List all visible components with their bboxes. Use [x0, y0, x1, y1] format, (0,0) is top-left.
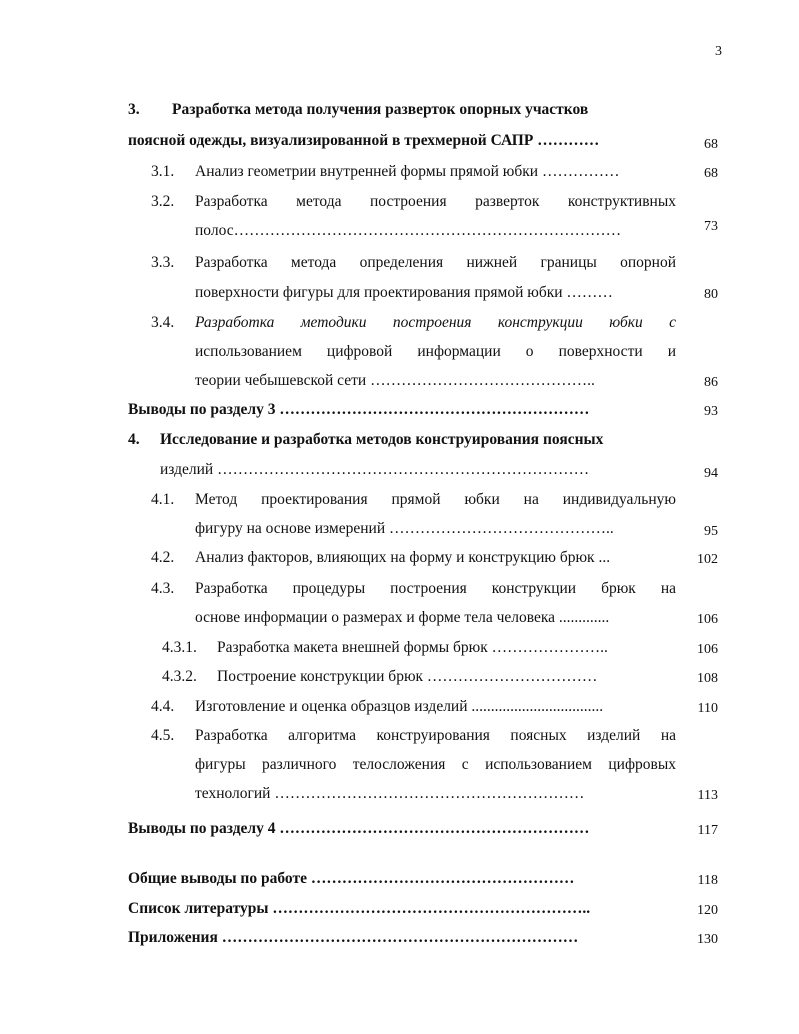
- toc-title-line: поясной одежды, визуализированной в трехмерной САПР …………: [128, 132, 600, 149]
- toc-title-line: Построение конструкции брюк ……………………………: [217, 668, 598, 685]
- page-number: 3: [715, 44, 722, 59]
- toc-page: 95: [704, 524, 718, 539]
- toc-number: 3.: [128, 101, 140, 118]
- toc-page: 108: [697, 671, 718, 686]
- toc-number: 4.3.1.: [162, 639, 197, 656]
- toc-title-line: использованием цифровой информации о поверхности и: [195, 343, 676, 360]
- toc-title-line: фигуру на основе измерений ……………………………………..: [195, 520, 614, 537]
- toc-title-line: Исследование и разработка методов конструирования поясных: [160, 431, 604, 448]
- toc-title-line: изделий ………………………………………………………………: [160, 461, 590, 478]
- toc-page: 106: [697, 612, 718, 627]
- toc-title-line: Разработка метода построения разверток конструктивных: [195, 193, 676, 210]
- toc-number: 3.2.: [151, 193, 175, 210]
- toc-title-line: Анализ факторов, влияющих на форму и конструкцию брюк ...: [195, 549, 611, 566]
- toc-page: 113: [697, 788, 718, 803]
- toc-number: 4.3.2.: [162, 668, 197, 685]
- toc-page: 106: [697, 642, 718, 657]
- toc-title-line: Разработка метода определения нижней границы опорной: [195, 254, 676, 271]
- toc-number: 3.3.: [151, 254, 175, 271]
- toc-page: 120: [697, 903, 718, 918]
- toc-title-line: Разработка методики построения конструкции юбки с: [195, 314, 676, 331]
- toc-title-line: Разработка алгоритма конструирования поясных изделий на: [195, 727, 676, 744]
- toc-title-line: Выводы по разделу 3 ……………………………………………………: [128, 401, 590, 418]
- toc-title-line: поверхности фигуры для проектирования прямой юбки ………: [195, 284, 613, 301]
- toc-number: 4.1.: [151, 491, 175, 508]
- toc-title-line: Метод проектирования прямой юбки на индивидуальную: [195, 491, 676, 508]
- toc-page: 86: [704, 375, 718, 390]
- toc-page: 68: [704, 137, 718, 152]
- toc-title-line: Список литературы ……………………………………………………..: [128, 900, 591, 917]
- toc-page: 73: [704, 219, 718, 234]
- toc-title-line: Разработка метода получения разверток опорных участков: [172, 101, 589, 118]
- toc-number: 4.5.: [151, 727, 175, 744]
- toc-number: 4.3.: [151, 580, 175, 597]
- toc-title-line: Разработка макета внешней формы брюк …………………..: [217, 639, 608, 656]
- toc-title-line: технологий ……………………………………………………: [195, 785, 585, 802]
- toc-page: 102: [697, 552, 718, 567]
- toc-number: 4.2.: [151, 549, 175, 566]
- toc-title-line: Общие выводы по работе ……………………………………………: [128, 870, 575, 887]
- toc-page: 117: [697, 823, 718, 838]
- toc-title-line: основе информации о размерах и форме тела человека .............: [195, 609, 610, 626]
- toc-number: 4.: [128, 431, 140, 448]
- toc-page: 94: [704, 466, 718, 481]
- toc-title-line: Изготовление и оценка образцов изделий ..................................: [195, 698, 604, 715]
- toc-title-line: Приложения ……………………………………………………………: [128, 929, 579, 946]
- toc-title-line: Разработка процедуры построения конструкции брюк на: [195, 580, 676, 597]
- toc-title-line: полос…………………………………………………………………: [195, 222, 622, 239]
- toc-page: 68: [704, 166, 718, 181]
- toc-number: 3.1.: [151, 163, 175, 180]
- toc-title-line: фигуры различного телосложения с использованием цифровых: [195, 756, 676, 773]
- toc-title-line: Выводы по разделу 4 ……………………………………………………: [128, 820, 590, 837]
- toc-page: 80: [704, 287, 718, 302]
- toc-page: 118: [697, 873, 718, 888]
- toc-number: 4.4.: [151, 698, 175, 715]
- toc-title-line: теории чебышевской сети ……………………………………..: [195, 372, 595, 389]
- toc-number: 3.4.: [151, 314, 175, 331]
- toc-title-line: Анализ геометрии внутренней формы прямой юбки ……………: [195, 163, 620, 180]
- toc-page: 110: [697, 701, 718, 716]
- toc-page: 130: [697, 932, 718, 947]
- toc-page: 93: [704, 404, 718, 419]
